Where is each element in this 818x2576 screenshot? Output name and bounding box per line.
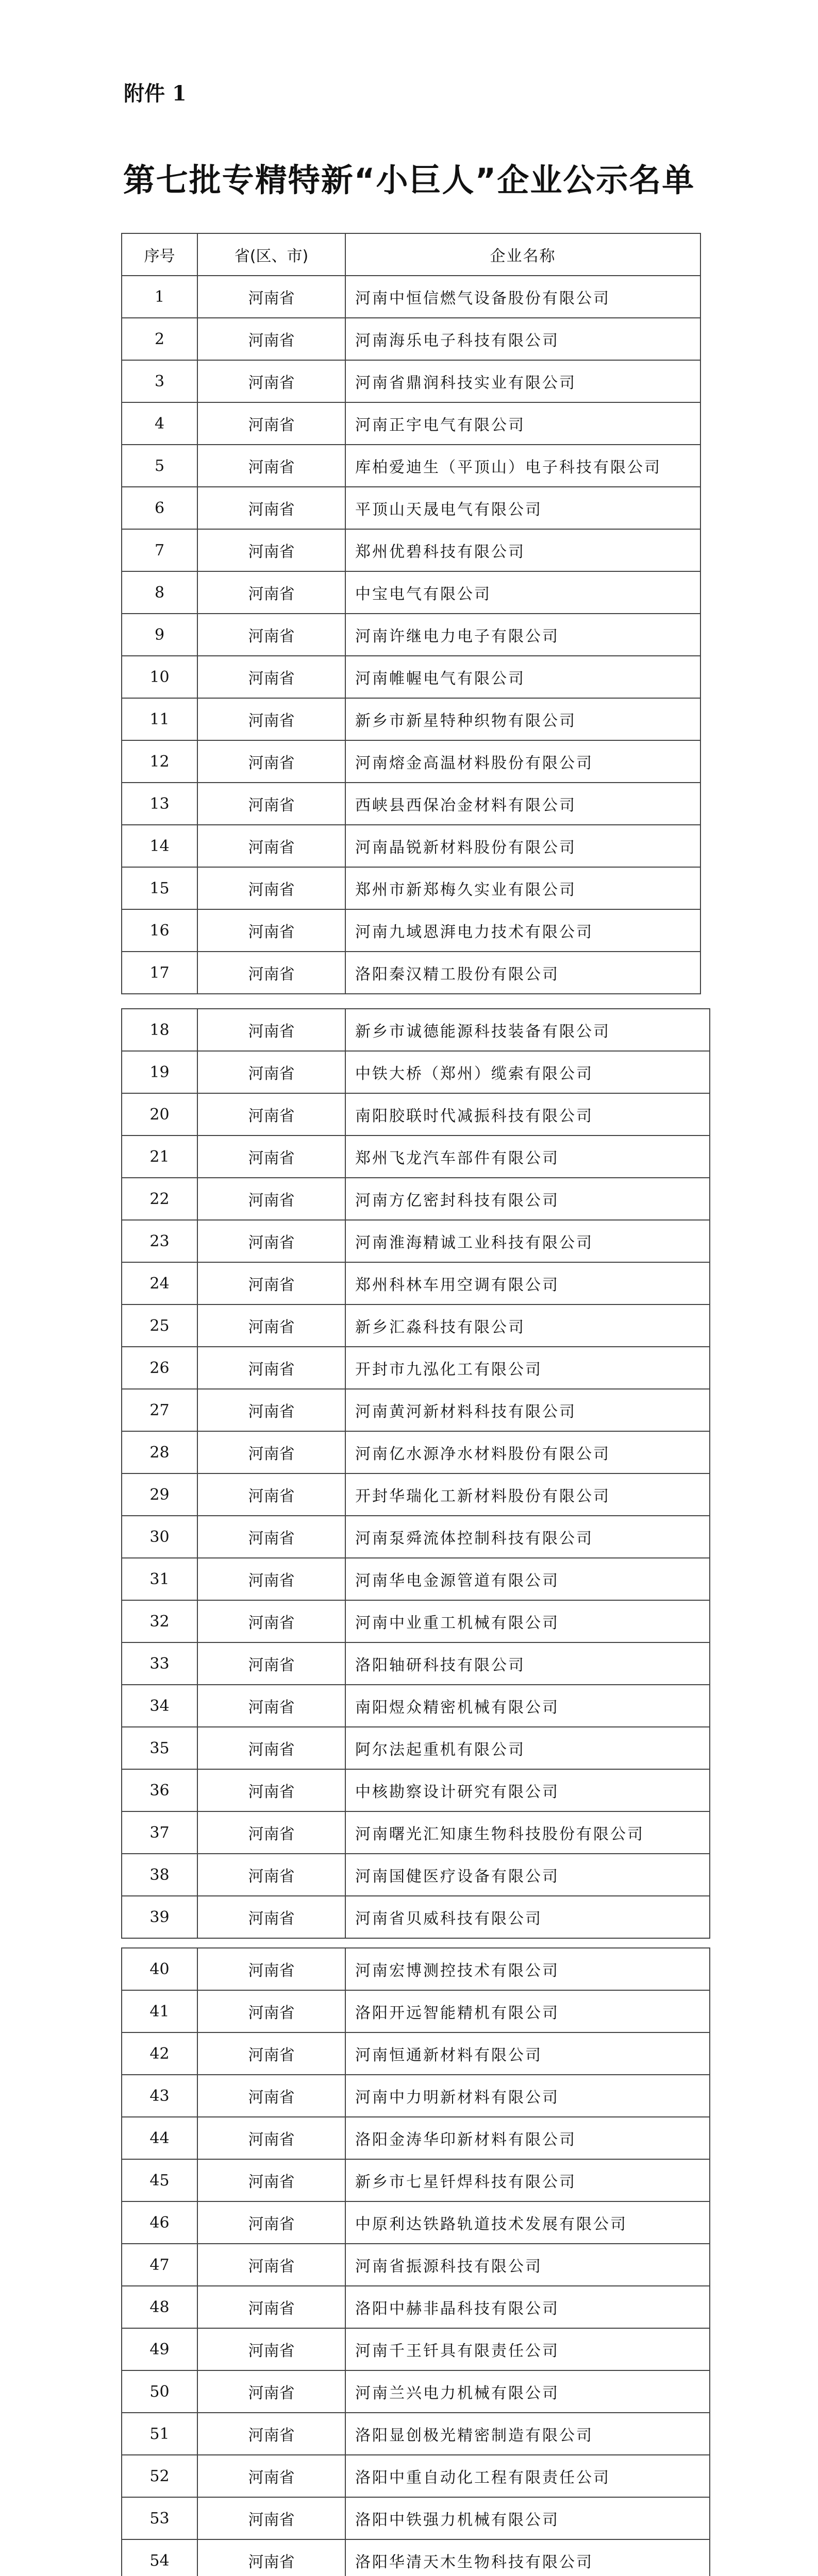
annex-label: 附件 1 [124,81,187,106]
province-cell: 河南省 [197,1642,345,1685]
serial-number-cell: 1 [122,276,197,318]
company-name-cell: 河南省振源科技有限公司 [345,2244,710,2286]
company-name-cell: 新乡汇淼科技有限公司 [345,1304,710,1347]
serial-number-cell: 6 [122,487,197,529]
province-cell: 河南省 [197,2539,345,2576]
province-cell: 河南省 [197,1769,345,1811]
serial-number-cell: 39 [122,1896,197,1938]
company-name-cell: 河南泵舜流体控制科技有限公司 [345,1516,710,1558]
serial-number-cell: 11 [122,698,197,740]
company-name-cell: 南阳煜众精密机械有限公司 [345,1685,710,1727]
table-row [122,1769,710,1811]
table-row [122,402,700,445]
serial-number-cell: 46 [122,2201,197,2244]
serial-number-cell: 43 [122,2075,197,2117]
company-table-page-2 [121,1008,710,1939]
company-name-cell: 河南省鼎润科技实业有限公司 [345,360,700,402]
company-name-cell: 河南省贝威科技有限公司 [345,1896,710,1938]
serial-number-cell: 10 [122,656,197,698]
table-row [122,698,700,740]
table-row [122,1093,710,1136]
serial-number-cell: 41 [122,1990,197,2032]
serial-number-cell: 8 [122,571,197,614]
serial-number-cell: 54 [122,2539,197,2576]
serial-number-cell: 47 [122,2244,197,2286]
company-name-cell: 河南国健医疗设备有限公司 [345,1854,710,1896]
company-name-cell: 新乡市七星钎焊科技有限公司 [345,2159,710,2201]
serial-number-cell: 14 [122,825,197,867]
company-name-cell: 郑州优碧科技有限公司 [345,529,700,571]
table-row [122,1558,710,1600]
serial-number-cell: 5 [122,445,197,487]
province-cell: 河南省 [197,1948,345,1990]
province-cell: 河南省 [197,2286,345,2328]
province-cell: 河南省 [197,487,345,529]
province-cell: 河南省 [197,360,345,402]
table-row [122,825,700,867]
serial-number-cell: 36 [122,1769,197,1811]
province-cell: 河南省 [197,1558,345,1600]
province-cell: 河南省 [197,1051,345,1093]
table-row [122,1896,710,1938]
header-serial-number: 序号 [122,233,197,276]
province-cell: 河南省 [197,614,345,656]
province-cell: 河南省 [197,276,345,318]
table-row [122,529,700,571]
table-row [122,2497,710,2539]
company-table-page-1 [121,233,701,994]
company-name-cell: 河南恒通新材料有限公司 [345,2032,710,2075]
table-row [122,2201,710,2244]
serial-number-cell: 35 [122,1727,197,1769]
company-name-cell: 河南帷幄电气有限公司 [345,656,700,698]
company-name-cell: 河南宏博测控技术有限公司 [345,1948,710,1990]
province-cell: 河南省 [197,2032,345,2075]
company-name-cell: 河南中业重工机械有限公司 [345,1600,710,1642]
company-name-cell: 洛阳轴研科技有限公司 [345,1642,710,1685]
province-cell: 河南省 [197,1600,345,1642]
serial-number-cell: 28 [122,1431,197,1473]
province-cell: 河南省 [197,1009,345,1051]
province-cell: 河南省 [197,1389,345,1431]
table-row [122,1136,710,1178]
province-cell: 河南省 [197,1093,345,1136]
company-name-cell: 开封华瑞化工新材料股份有限公司 [345,1473,710,1516]
province-cell: 河南省 [197,1811,345,1854]
company-name-cell: 河南中力明新材料有限公司 [345,2075,710,2117]
table-row [122,445,700,487]
serial-number-cell: 33 [122,1642,197,1685]
table-row [122,2539,710,2576]
serial-number-cell: 40 [122,1948,197,1990]
table-row [122,1431,710,1473]
serial-number-cell: 38 [122,1854,197,1896]
table-row [122,1642,710,1685]
province-cell: 河南省 [197,656,345,698]
province-cell: 河南省 [197,2201,345,2244]
table-row [122,276,700,318]
serial-number-cell: 45 [122,2159,197,2201]
province-cell: 河南省 [197,867,345,909]
header-company-name: 企业名称 [345,233,700,276]
company-name-cell: 库柏爱迪生（平顶山）电子科技有限公司 [345,445,700,487]
province-cell: 河南省 [197,2244,345,2286]
serial-number-cell: 23 [122,1220,197,1262]
company-name-cell: 河南淮海精诚工业科技有限公司 [345,1220,710,1262]
serial-number-cell: 7 [122,529,197,571]
serial-number-cell: 44 [122,2117,197,2159]
company-name-cell: 新乡市新星特种织物有限公司 [345,698,700,740]
company-name-cell: 洛阳开远智能精机有限公司 [345,1990,710,2032]
serial-number-cell: 3 [122,360,197,402]
company-name-cell: 中核勘察设计研究有限公司 [345,1769,710,1811]
serial-number-cell: 12 [122,740,197,783]
serial-number-cell: 42 [122,2032,197,2075]
serial-number-cell: 19 [122,1051,197,1093]
province-cell: 河南省 [197,445,345,487]
table-row [122,2328,710,2370]
province-cell: 河南省 [197,2370,345,2413]
table-row [122,614,700,656]
company-name-cell: 河南方亿密封科技有限公司 [345,1178,710,1220]
table-row [122,2159,710,2201]
province-cell: 河南省 [197,1854,345,1896]
table-row [122,1811,710,1854]
table-row [122,1389,710,1431]
province-cell: 河南省 [197,2497,345,2539]
table-row [122,360,700,402]
table-row [122,1178,710,1220]
company-name-cell: 郑州市新郑梅久实业有限公司 [345,867,700,909]
company-name-cell: 南阳胶联时代减振科技有限公司 [345,1093,710,1136]
table-row [122,1948,710,1990]
company-name-cell: 洛阳秦汉精工股份有限公司 [345,952,700,994]
table-row [122,1262,710,1304]
company-name-cell: 中原利达铁路轨道技术发展有限公司 [345,2201,710,2244]
header-province: 省(区、市) [197,233,345,276]
table-row [122,740,700,783]
table-row [122,1009,710,1051]
province-cell: 河南省 [197,1178,345,1220]
province-cell: 河南省 [197,1431,345,1473]
company-name-cell: 洛阳显创极光精密制造有限公司 [345,2413,710,2455]
company-name-cell: 洛阳中重自动化工程有限责任公司 [345,2455,710,2497]
table-row [122,1854,710,1896]
province-cell: 河南省 [197,571,345,614]
serial-number-cell: 13 [122,783,197,825]
table-row [122,1727,710,1769]
serial-number-cell: 25 [122,1304,197,1347]
province-cell: 河南省 [197,1990,345,2032]
company-name-cell: 河南曙光汇知康生物科技股份有限公司 [345,1811,710,1854]
province-cell: 河南省 [197,783,345,825]
province-cell: 河南省 [197,2117,345,2159]
serial-number-cell: 15 [122,867,197,909]
province-cell: 河南省 [197,1262,345,1304]
table-row [122,2244,710,2286]
province-cell: 河南省 [197,529,345,571]
company-name-cell: 河南许继电力电子有限公司 [345,614,700,656]
company-name-cell: 郑州飞龙汽车部件有限公司 [345,1136,710,1178]
table-row [122,656,700,698]
company-name-cell: 平顶山天晟电气有限公司 [345,487,700,529]
serial-number-cell: 48 [122,2286,197,2328]
table-row [122,909,700,952]
table-row [122,2455,710,2497]
company-name-cell: 西峡县西保冶金材料有限公司 [345,783,700,825]
province-cell: 河南省 [197,1516,345,1558]
serial-number-cell: 17 [122,952,197,994]
table-row [122,1347,710,1389]
serial-number-cell: 16 [122,909,197,952]
serial-number-cell: 31 [122,1558,197,1600]
province-cell: 河南省 [197,318,345,360]
company-name-cell: 洛阳中铁强力机械有限公司 [345,2497,710,2539]
serial-number-cell: 53 [122,2497,197,2539]
company-name-cell: 河南海乐电子科技有限公司 [345,318,700,360]
company-table-page-3 [121,1947,710,2576]
serial-number-cell: 30 [122,1516,197,1558]
province-cell: 河南省 [197,1304,345,1347]
serial-number-cell: 49 [122,2328,197,2370]
company-name-cell: 河南九域恩湃电力技术有限公司 [345,909,700,952]
company-name-cell: 洛阳华清天木生物科技有限公司 [345,2539,710,2576]
company-name-cell: 中铁大桥（郑州）缆索有限公司 [345,1051,710,1093]
company-name-cell: 阿尔法起重机有限公司 [345,1727,710,1769]
province-cell: 河南省 [197,2413,345,2455]
table-row [122,2032,710,2075]
table-row [122,867,700,909]
serial-number-cell: 37 [122,1811,197,1854]
province-cell: 河南省 [197,2159,345,2201]
company-name-cell: 河南华电金源管道有限公司 [345,1558,710,1600]
table-row [122,1473,710,1516]
table-row [122,1990,710,2032]
serial-number-cell: 51 [122,2413,197,2455]
company-name-cell: 河南亿水源净水材料股份有限公司 [345,1431,710,1473]
province-cell: 河南省 [197,1685,345,1727]
table-row [122,318,700,360]
company-name-cell: 河南正宇电气有限公司 [345,402,700,445]
table-row [122,1051,710,1093]
serial-number-cell: 21 [122,1136,197,1178]
province-cell: 河南省 [197,698,345,740]
province-cell: 河南省 [197,1727,345,1769]
table-row [122,952,700,994]
serial-number-cell: 9 [122,614,197,656]
company-name-cell: 洛阳金涛华印新材料有限公司 [345,2117,710,2159]
table-row [122,1516,710,1558]
table-row [122,1304,710,1347]
company-name-cell: 河南兰兴电力机械有限公司 [345,2370,710,2413]
table-row [122,2413,710,2455]
company-name-cell: 洛阳中赫非晶科技有限公司 [345,2286,710,2328]
table-row [122,1600,710,1642]
company-name-cell: 河南千王钎具有限责任公司 [345,2328,710,2370]
serial-number-cell: 50 [122,2370,197,2413]
province-cell: 河南省 [197,1473,345,1516]
company-name-cell: 中宝电气有限公司 [345,571,700,614]
province-cell: 河南省 [197,2455,345,2497]
table-row [122,487,700,529]
serial-number-cell: 20 [122,1093,197,1136]
province-cell: 河南省 [197,402,345,445]
company-name-cell: 河南晶锐新材料股份有限公司 [345,825,700,867]
serial-number-cell: 4 [122,402,197,445]
table-row [122,2286,710,2328]
serial-number-cell: 26 [122,1347,197,1389]
company-name-cell: 开封市九泓化工有限公司 [345,1347,710,1389]
province-cell: 河南省 [197,740,345,783]
serial-number-cell: 27 [122,1389,197,1431]
page-title: 第七批专精特新“小巨人”企业公示名单 [123,161,695,199]
serial-number-cell: 34 [122,1685,197,1727]
company-name-cell: 河南黄河新材料科技有限公司 [345,1389,710,1431]
table-row [122,571,700,614]
province-cell: 河南省 [197,2075,345,2117]
serial-number-cell: 29 [122,1473,197,1516]
province-cell: 河南省 [197,825,345,867]
serial-number-cell: 22 [122,1178,197,1220]
province-cell: 河南省 [197,1136,345,1178]
province-cell: 河南省 [197,1220,345,1262]
company-name-cell: 河南中恒信燃气设备股份有限公司 [345,276,700,318]
province-cell: 河南省 [197,909,345,952]
table-row [122,1220,710,1262]
table-row [122,1685,710,1727]
province-cell: 河南省 [197,2328,345,2370]
company-name-cell: 郑州科林车用空调有限公司 [345,1262,710,1304]
table-row [122,783,700,825]
table-header-row [122,233,700,276]
province-cell: 河南省 [197,1896,345,1938]
serial-number-cell: 24 [122,1262,197,1304]
province-cell: 河南省 [197,1347,345,1389]
company-name-cell: 河南熔金高温材料股份有限公司 [345,740,700,783]
serial-number-cell: 18 [122,1009,197,1051]
company-name-cell: 新乡市诚德能源科技装备有限公司 [345,1009,710,1051]
serial-number-cell: 32 [122,1600,197,1642]
table-row [122,2370,710,2413]
table-row [122,2075,710,2117]
table-row [122,2117,710,2159]
serial-number-cell: 52 [122,2455,197,2497]
serial-number-cell: 2 [122,318,197,360]
province-cell: 河南省 [197,952,345,994]
